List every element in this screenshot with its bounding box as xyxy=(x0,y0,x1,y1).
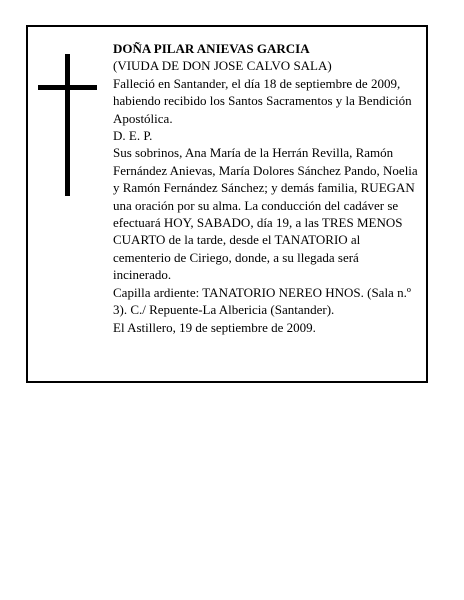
cross-horizontal-bar xyxy=(38,85,97,90)
dep-line: D. E. P. xyxy=(113,128,153,144)
chapel-info: Capilla ardiente: TANATORIO NEREO HNOS. (Sala n.º 3). C./ Repuente-La Albericia (Santander). xyxy=(113,284,411,318)
obituary-text xyxy=(113,40,419,336)
place-and-date: El Astillero, 19 de septiembre de 2009. xyxy=(113,319,316,335)
death-statement: Falleció en Santander, el día 18 de septiembre de 2009, habiendo recibido los Santos Sacramentos y la Bendición Apostólica. xyxy=(113,75,412,126)
deceased-name: DOÑA PILAR ANIEVAS GARCIA xyxy=(113,41,310,56)
widow-of-line: (VIUDA DE DON JOSE CALVO SALA) xyxy=(113,58,332,74)
family-and-funeral-paragraph: Sus sobrinos, Ana María de la Herrán Revilla, Ramón Fernández Anievas, María Dolores Sánchez Pando, Noelia y Ramón Fernández Sánchez; y demás familia, RUEGAN una oración por su alma. La conducción del cadáver se efectuará HOY, SABADO, día 19, a las TRES MENOS CUARTO de la tarde, desde el TANATORIO al cementerio de Ciriego, donde, a su llegada será incinerado. xyxy=(113,145,418,283)
cross-vertical-bar xyxy=(65,54,70,196)
